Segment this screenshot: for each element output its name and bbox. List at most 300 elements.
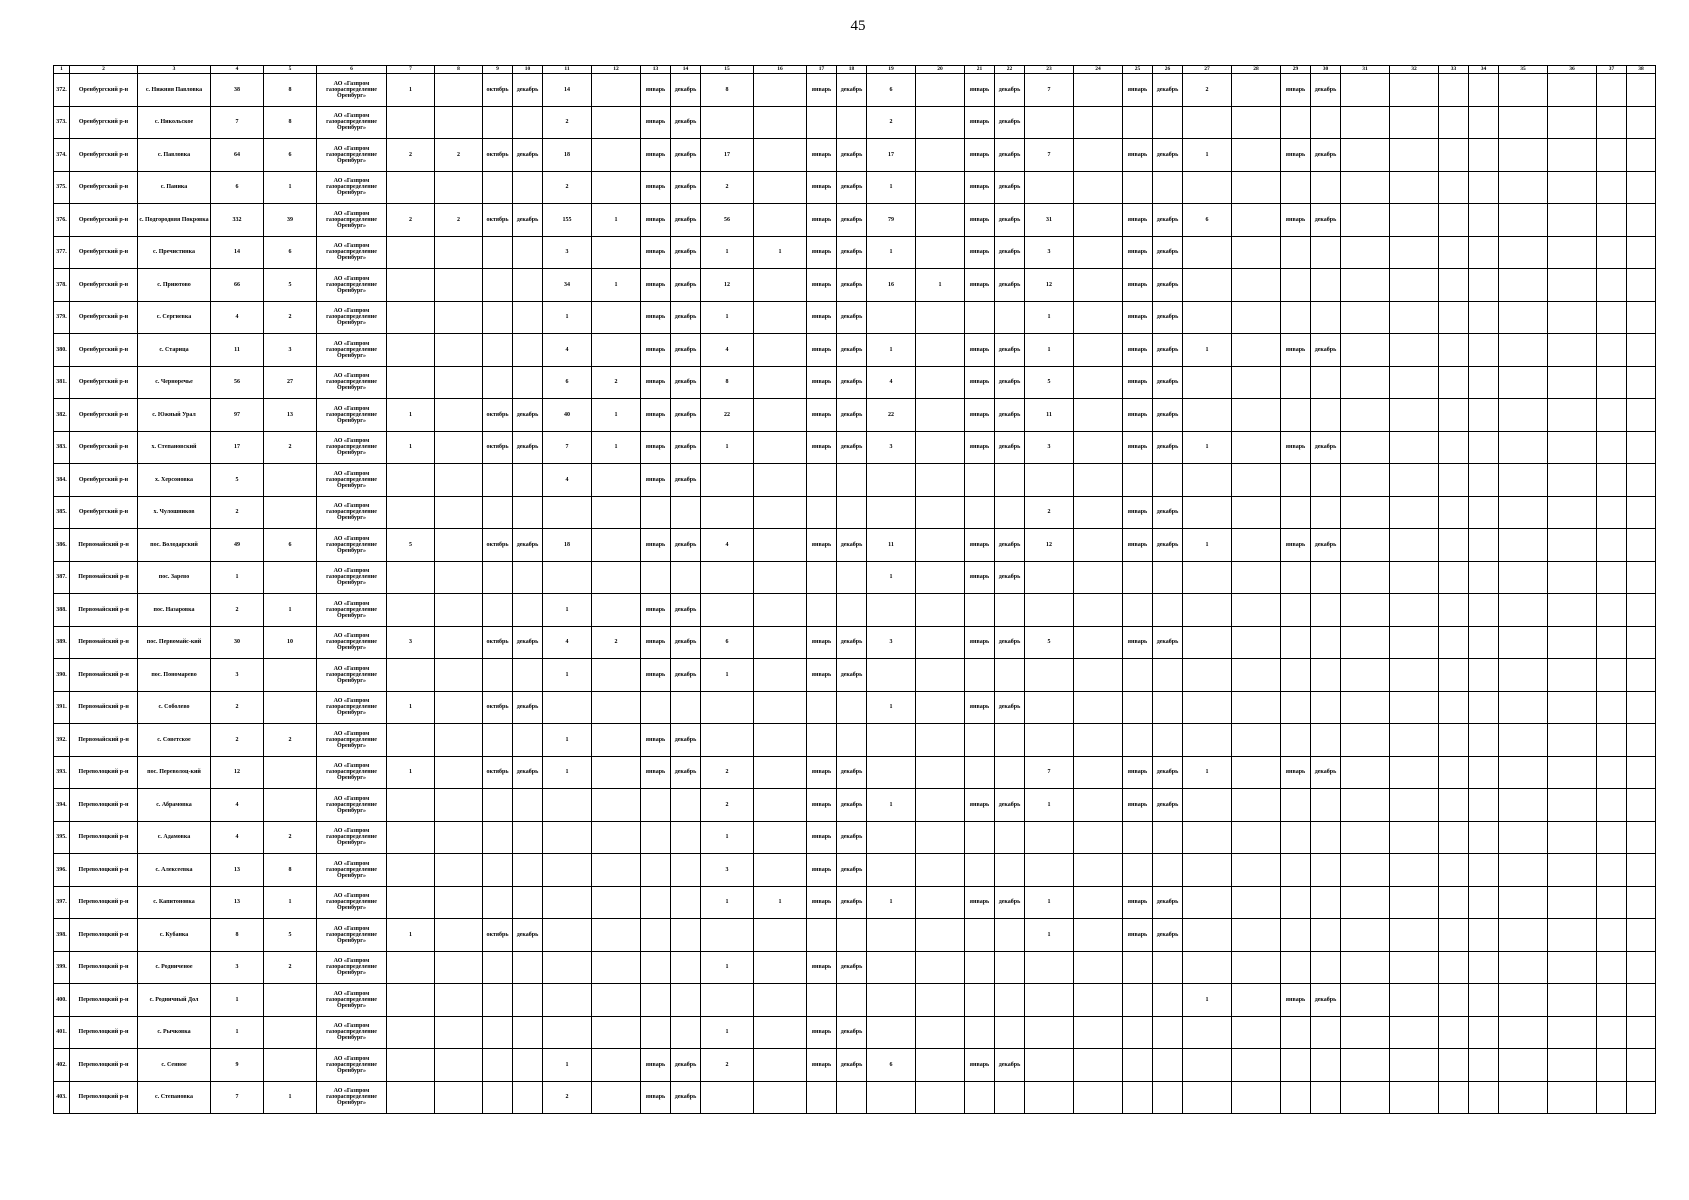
value-cell: 1 (867, 561, 916, 594)
value-cell: 2 (543, 106, 592, 139)
value-cell (1548, 171, 1597, 204)
value-cell (1499, 529, 1548, 562)
value-cell (754, 659, 807, 692)
value-cell (1469, 106, 1499, 139)
value-cell (387, 171, 435, 204)
value-cell (916, 659, 965, 692)
value-cell: 1 (592, 204, 641, 237)
month-cell (995, 464, 1025, 497)
month-cell: январь (965, 529, 995, 562)
month-cell (1153, 171, 1183, 204)
month-cell (671, 821, 701, 854)
value-cell: 8 (264, 74, 317, 107)
column-header: 12 (592, 66, 641, 74)
month-cell (965, 854, 995, 887)
value-cell: 1 (387, 756, 435, 789)
organization-cell: АО «Газпром газораспределение Оренбург» (317, 236, 387, 269)
row-number: 386. (54, 529, 70, 562)
month-cell (671, 984, 701, 1017)
month-cell (1281, 821, 1311, 854)
value-cell (1232, 301, 1281, 334)
value-cell (1183, 886, 1232, 919)
value-cell: 13 (211, 854, 264, 887)
value-cell (1232, 854, 1281, 887)
month-cell (641, 1016, 671, 1049)
value-cell (1232, 594, 1281, 627)
value-cell (1439, 496, 1469, 529)
value-cell (916, 1016, 965, 1049)
month-cell: октябрь (483, 626, 513, 659)
settlement-cell: с. Рычковка (138, 1016, 211, 1049)
month-cell: декабрь (1311, 74, 1341, 107)
value-cell (1499, 951, 1548, 984)
month-cell (483, 951, 513, 984)
value-cell (592, 1049, 641, 1082)
month-cell: декабрь (671, 269, 701, 302)
value-cell (1183, 236, 1232, 269)
value-cell (1597, 106, 1627, 139)
row-number: 390. (54, 659, 70, 692)
value-cell (435, 854, 483, 887)
month-cell: январь (807, 886, 837, 919)
value-cell: 7 (1025, 74, 1074, 107)
value-cell (1469, 204, 1499, 237)
value-cell (867, 301, 916, 334)
month-cell: октябрь (483, 431, 513, 464)
value-cell: 3 (867, 431, 916, 464)
month-cell (483, 1016, 513, 1049)
value-cell (1232, 724, 1281, 757)
month-cell: январь (1281, 139, 1311, 172)
value-cell (1627, 399, 1656, 432)
month-cell: декабрь (837, 139, 867, 172)
value-cell: 2 (592, 626, 641, 659)
month-cell: декабрь (995, 626, 1025, 659)
value-cell (1025, 951, 1074, 984)
value-cell (1183, 691, 1232, 724)
month-cell (1281, 1049, 1311, 1082)
month-cell: декабрь (995, 139, 1025, 172)
value-cell (543, 984, 592, 1017)
value-cell (1232, 919, 1281, 952)
month-cell: декабрь (671, 529, 701, 562)
value-cell (1183, 1049, 1232, 1082)
value-cell (1597, 334, 1627, 367)
settlement-cell: с. Нижняя Павловка (138, 74, 211, 107)
month-cell: декабрь (671, 1049, 701, 1082)
value-cell (1183, 789, 1232, 822)
value-cell (1627, 139, 1656, 172)
month-cell: январь (807, 301, 837, 334)
value-cell (701, 724, 754, 757)
value-cell: 1 (264, 171, 317, 204)
value-cell: 1 (543, 1049, 592, 1082)
value-cell (435, 1049, 483, 1082)
value-cell (1074, 269, 1123, 302)
value-cell (1183, 659, 1232, 692)
value-cell: 2 (211, 594, 264, 627)
month-cell (641, 919, 671, 952)
value-cell (916, 919, 965, 952)
value-cell (592, 1081, 641, 1114)
month-cell (513, 854, 543, 887)
value-cell: 1 (1025, 789, 1074, 822)
value-cell (701, 561, 754, 594)
table-row (54, 74, 1656, 107)
district-cell: Оренбургский р-н (70, 204, 138, 237)
value-cell: 1 (387, 74, 435, 107)
month-cell (1311, 626, 1341, 659)
organization-cell: АО «Газпром газораспределение Оренбург» (317, 1049, 387, 1082)
month-cell: январь (641, 236, 671, 269)
column-header: 31 (1341, 66, 1390, 74)
month-cell: январь (965, 431, 995, 464)
month-cell (1123, 1049, 1153, 1082)
value-cell (435, 431, 483, 464)
settlement-cell: с. Адамовка (138, 821, 211, 854)
value-cell: 5 (211, 464, 264, 497)
value-cell (264, 1049, 317, 1082)
column-header: 23 (1025, 66, 1074, 74)
district-cell: Первомайский р-н (70, 659, 138, 692)
month-cell: январь (641, 529, 671, 562)
column-header: 34 (1469, 66, 1499, 74)
month-cell (995, 724, 1025, 757)
value-cell: 1 (543, 756, 592, 789)
value-cell (1439, 886, 1469, 919)
value-cell (387, 724, 435, 757)
value-cell (1439, 399, 1469, 432)
month-cell: декабрь (513, 626, 543, 659)
value-cell (754, 561, 807, 594)
value-cell (916, 171, 965, 204)
value-cell (1548, 74, 1597, 107)
month-cell (513, 659, 543, 692)
value-cell (1469, 1016, 1499, 1049)
organization-cell: АО «Газпром газораспределение Оренбург» (317, 106, 387, 139)
month-cell (1123, 724, 1153, 757)
value-cell (1597, 626, 1627, 659)
settlement-cell: с. Пречистинка (138, 236, 211, 269)
month-cell (995, 821, 1025, 854)
value-cell (916, 334, 965, 367)
column-header: 13 (641, 66, 671, 74)
table-row (54, 854, 1656, 887)
value-cell (867, 1081, 916, 1114)
month-cell: январь (641, 724, 671, 757)
value-cell (1469, 334, 1499, 367)
value-cell (1439, 139, 1469, 172)
value-cell: 5 (1025, 626, 1074, 659)
value-cell (1548, 1049, 1597, 1082)
month-cell: декабрь (995, 106, 1025, 139)
value-cell: 1 (701, 431, 754, 464)
month-cell (483, 301, 513, 334)
month-cell (995, 496, 1025, 529)
value-cell: 1 (867, 171, 916, 204)
value-cell (916, 301, 965, 334)
value-cell (435, 529, 483, 562)
value-cell (916, 399, 965, 432)
value-cell: 2 (435, 204, 483, 237)
value-cell: 4 (211, 301, 264, 334)
month-cell (513, 561, 543, 594)
value-cell: 27 (264, 366, 317, 399)
value-cell (1499, 1016, 1548, 1049)
value-cell (916, 821, 965, 854)
value-cell (1341, 464, 1390, 497)
value-cell (916, 854, 965, 887)
month-cell (1123, 594, 1153, 627)
value-cell (543, 951, 592, 984)
value-cell (592, 691, 641, 724)
month-cell (1311, 886, 1341, 919)
value-cell (435, 334, 483, 367)
value-cell: 1 (867, 334, 916, 367)
column-header: 17 (807, 66, 837, 74)
value-cell (1074, 236, 1123, 269)
value-cell (543, 691, 592, 724)
value-cell: 1 (867, 236, 916, 269)
value-cell (1548, 106, 1597, 139)
value-cell (387, 984, 435, 1017)
value-cell (435, 269, 483, 302)
month-cell (1153, 1081, 1183, 1114)
month-cell: январь (641, 464, 671, 497)
value-cell: 17 (211, 431, 264, 464)
month-cell (1281, 951, 1311, 984)
value-cell (1439, 594, 1469, 627)
month-cell (807, 464, 837, 497)
month-cell (513, 984, 543, 1017)
settlement-cell: с. Павловка (138, 139, 211, 172)
value-cell (1232, 821, 1281, 854)
value-cell: 10 (264, 626, 317, 659)
value-cell (754, 1081, 807, 1114)
value-cell (1439, 854, 1469, 887)
month-cell: январь (1123, 301, 1153, 334)
value-cell (387, 659, 435, 692)
month-cell: январь (641, 659, 671, 692)
organization-cell: АО «Газпром газораспределение Оренбург» (317, 269, 387, 302)
district-cell: Оренбургский р-н (70, 366, 138, 399)
value-cell (1548, 529, 1597, 562)
month-cell (641, 886, 671, 919)
value-cell (1074, 724, 1123, 757)
value-cell: 5 (264, 919, 317, 952)
table-row (54, 464, 1656, 497)
district-cell: Первомайский р-н (70, 724, 138, 757)
value-cell: 66 (211, 269, 264, 302)
month-cell (1311, 301, 1341, 334)
month-cell (1311, 821, 1341, 854)
column-header: 19 (867, 66, 916, 74)
value-cell (1627, 756, 1656, 789)
settlement-cell: с. Капитоновка (138, 886, 211, 919)
organization-cell: АО «Газпром газораспределение Оренбург» (317, 756, 387, 789)
settlement-cell: с. Соболево (138, 691, 211, 724)
month-cell (837, 984, 867, 1017)
value-cell: 2 (867, 106, 916, 139)
value-cell (1439, 74, 1469, 107)
value-cell (867, 984, 916, 1017)
value-cell (1548, 854, 1597, 887)
value-cell (867, 951, 916, 984)
value-cell (754, 724, 807, 757)
value-cell (592, 236, 641, 269)
district-cell: Переволоцкий р-н (70, 1049, 138, 1082)
value-cell (1439, 366, 1469, 399)
value-cell (1469, 984, 1499, 1017)
value-cell (1390, 854, 1439, 887)
value-cell (1025, 106, 1074, 139)
table-row (54, 301, 1656, 334)
month-cell: декабрь (837, 854, 867, 887)
column-header: 32 (1390, 66, 1439, 74)
value-cell (1499, 334, 1548, 367)
month-cell: декабрь (671, 724, 701, 757)
value-cell: 6 (264, 529, 317, 562)
value-cell (754, 301, 807, 334)
value-cell (387, 236, 435, 269)
value-cell (701, 496, 754, 529)
month-cell (995, 594, 1025, 627)
table-row (54, 659, 1656, 692)
value-cell (1499, 431, 1548, 464)
value-cell (1597, 301, 1627, 334)
district-cell: Оренбургский р-н (70, 496, 138, 529)
value-cell (1548, 464, 1597, 497)
month-cell (1153, 984, 1183, 1017)
value-cell (1341, 789, 1390, 822)
value-cell (1074, 789, 1123, 822)
value-cell (1548, 919, 1597, 952)
column-header: 8 (435, 66, 483, 74)
value-cell: 7 (211, 1081, 264, 1114)
month-cell: декабрь (837, 659, 867, 692)
month-cell: октябрь (483, 919, 513, 952)
value-cell (1548, 204, 1597, 237)
value-cell (754, 854, 807, 887)
table-row (54, 1049, 1656, 1082)
month-cell (513, 886, 543, 919)
row-number: 384. (54, 464, 70, 497)
organization-cell: АО «Газпром газораспределение Оренбург» (317, 1016, 387, 1049)
settlement-cell: с. Советское (138, 724, 211, 757)
value-cell (1627, 951, 1656, 984)
value-cell (264, 496, 317, 529)
month-cell: декабрь (837, 74, 867, 107)
month-cell (837, 691, 867, 724)
organization-cell: АО «Газпром газораспределение Оренбург» (317, 204, 387, 237)
month-cell: декабрь (513, 431, 543, 464)
value-cell (701, 594, 754, 627)
value-cell (1548, 886, 1597, 919)
value-cell (1548, 659, 1597, 692)
value-cell (701, 691, 754, 724)
value-cell (1183, 301, 1232, 334)
value-cell: 18 (543, 529, 592, 562)
month-cell: январь (1123, 496, 1153, 529)
value-cell (592, 529, 641, 562)
month-cell: январь (1281, 529, 1311, 562)
value-cell (1597, 821, 1627, 854)
column-header: 9 (483, 66, 513, 74)
district-cell: Оренбургский р-н (70, 236, 138, 269)
value-cell (1390, 789, 1439, 822)
month-cell (965, 496, 995, 529)
value-cell (1469, 1049, 1499, 1082)
value-cell (1627, 561, 1656, 594)
value-cell (1232, 464, 1281, 497)
settlement-cell: с. Подгородняя Покровка (138, 204, 211, 237)
month-cell (995, 1016, 1025, 1049)
row-number: 396. (54, 854, 70, 887)
month-cell (1311, 366, 1341, 399)
value-cell (1499, 659, 1548, 692)
month-cell: декабрь (1311, 204, 1341, 237)
month-cell: октябрь (483, 529, 513, 562)
value-cell (1627, 626, 1656, 659)
month-cell: декабрь (513, 204, 543, 237)
month-cell: декабрь (837, 171, 867, 204)
value-cell (592, 1016, 641, 1049)
month-cell (995, 756, 1025, 789)
value-cell (1232, 626, 1281, 659)
value-cell (1548, 561, 1597, 594)
month-cell: январь (807, 756, 837, 789)
table-row (54, 984, 1656, 1017)
value-cell: 14 (211, 236, 264, 269)
month-cell (513, 724, 543, 757)
month-cell: январь (807, 951, 837, 984)
month-cell (513, 464, 543, 497)
value-cell (1499, 139, 1548, 172)
organization-cell: АО «Газпром газораспределение Оренбург» (317, 431, 387, 464)
organization-cell: АО «Газпром газораспределение Оренбург» (317, 854, 387, 887)
value-cell (1074, 204, 1123, 237)
value-cell (1627, 821, 1656, 854)
value-cell: 1 (543, 301, 592, 334)
value-cell (916, 626, 965, 659)
value-cell (1341, 1081, 1390, 1114)
value-cell: 2 (211, 724, 264, 757)
month-cell: январь (965, 74, 995, 107)
month-cell: январь (641, 1049, 671, 1082)
value-cell (1548, 496, 1597, 529)
month-cell: декабрь (995, 366, 1025, 399)
month-cell: октябрь (483, 756, 513, 789)
value-cell (1548, 789, 1597, 822)
value-cell (1183, 1081, 1232, 1114)
month-cell (1311, 594, 1341, 627)
value-cell (1499, 821, 1548, 854)
month-cell: январь (641, 139, 671, 172)
month-cell: январь (641, 106, 671, 139)
value-cell (1548, 431, 1597, 464)
value-cell (592, 724, 641, 757)
column-header: 10 (513, 66, 543, 74)
month-cell (483, 496, 513, 529)
value-cell: 39 (264, 204, 317, 237)
value-cell (1232, 951, 1281, 984)
organization-cell: АО «Газпром газораспределение Оренбург» (317, 951, 387, 984)
table-row (54, 236, 1656, 269)
month-cell (965, 756, 995, 789)
value-cell (1439, 334, 1469, 367)
value-cell: 1 (387, 431, 435, 464)
row-number: 372. (54, 74, 70, 107)
